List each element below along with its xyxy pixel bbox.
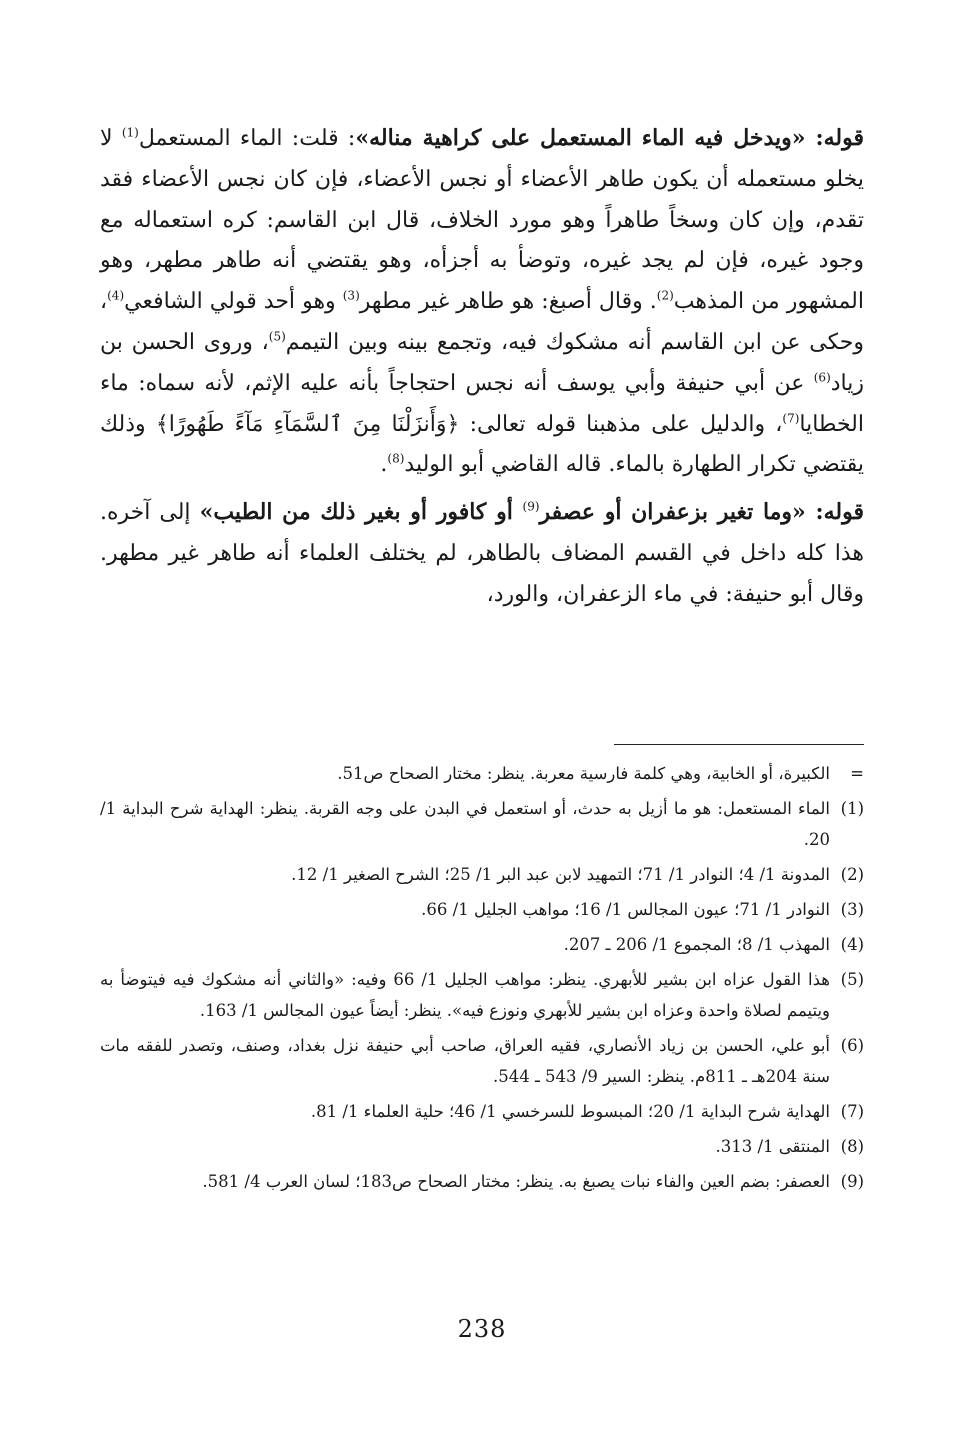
text-run: . وقال أصبغ: هو طاهر غير مطهر	[359, 289, 657, 315]
footnote-8	[100, 1131, 864, 1162]
footnote-number: (6)	[840, 1036, 864, 1055]
footnote-5	[100, 964, 864, 1026]
text-run: .	[380, 452, 388, 478]
footnote-separator	[614, 744, 864, 745]
footnote-7	[100, 1096, 864, 1127]
footnote-text: العصفر: بضم العين والفاء نبات يصبغ به. ينظر: مختار الصحاح ص183؛ لسان العرب 4/ 581.	[202, 1172, 830, 1191]
main-text	[100, 118, 864, 616]
footnote-ref-7: (7)	[782, 411, 800, 426]
text-run: وذلك يقتضي تكرار الطهارة بالماء. قاله القاضي أبو الوليد	[100, 411, 864, 478]
footnote-3	[100, 894, 864, 925]
footnote-number: (1)	[840, 799, 864, 818]
footnote-text: الكبيرة، أو الخابية، وهي كلمة فارسية معربة. ينظر: مختار الصحاح ص51.	[337, 764, 830, 783]
quoted-matn-1: قوله: «ويدخل فيه الماء المستعمل على كراهية مناله»	[355, 125, 864, 151]
book-page	[100, 118, 864, 1348]
footnote-number: (2)	[840, 865, 864, 884]
quoted-matn-2a: قوله: «وما تغير بزعفران أو عصفر	[539, 499, 864, 526]
footnote-text: النوادر 1/ 71؛ عيون المجالس 1/ 16؛ مواهب الجليل 1/ 66.	[421, 900, 830, 919]
quran-verse: ﴿وَأَنزَلْنَا مِنَ ٱلسَّمَآءِ مَآءً طَهُورًا﴾	[155, 411, 460, 437]
paragraph-1	[100, 118, 864, 486]
footnote-ref-1: (1)	[121, 125, 139, 140]
footnotes	[100, 758, 864, 1201]
quoted-matn-2b: أو كافور أو بغير ذلك من الطيب»	[199, 499, 523, 526]
text-run: ، وحكى عن ابن القاسم أنه مشكوك فيه، وتجمع بينه وبين التيمم	[100, 289, 864, 355]
footnote-number: (8)	[840, 1137, 864, 1156]
footnote-ref-9: (9)	[522, 499, 540, 514]
footnote-ref-3: (3)	[342, 288, 360, 303]
text-run: : قلت: الماء المستعمل	[138, 126, 356, 151]
footnote-number: (5)	[840, 970, 864, 989]
text-run: ، والدليل على مذهبنا قوله تعالى:	[459, 411, 783, 437]
footnote-text: المدونة 1/ 4؛ النوادر 1/ 71؛ التمهيد لابن عبد البر 1/ 25؛ الشرح الصغير 1/ 12.	[291, 865, 830, 884]
footnote-ref-4: (4)	[107, 288, 125, 303]
footnote-number: =	[850, 764, 864, 783]
footnote-9	[100, 1166, 864, 1197]
footnote-number: (9)	[840, 1172, 864, 1191]
footnote-1	[100, 793, 864, 855]
footnote-text: الماء المستعمل: هو ما أزيل به حدث، أو استعمل في البدن على وجه القربة. ينظر: الهداية شرح البداية 1/ 20.	[100, 799, 830, 849]
footnote-number: (7)	[840, 1102, 864, 1121]
footnote-number: (4)	[840, 935, 864, 954]
text-run: لا يخلو مستعمله أن يكون طاهر الأعضاء أو نجس الأعضاء، فإن كان نجس الأعضاء فقد تقدم، وإن كان وسخاً طاهراً وهو مورد الخلاف، قال ابن القاسم: كره استعماله مع وجود غيره، فإن لم يجد غيره، وتوضأ به أجزأه، وهو يقتضي أنه طاهر مطهر، وهو المشهور من المذهب	[100, 126, 865, 315]
footnote-text: الهداية شرح البداية 1/ 20؛ المبسوط للسرخسي 1/ 46؛ حلية العلماء 1/ 81.	[310, 1102, 830, 1121]
footnote-ref-2: (2)	[656, 288, 674, 303]
paragraph-2	[100, 492, 864, 615]
footnote-text: هذا القول عزاه ابن بشير للأبهري. ينظر: مواهب الجليل 1/ 66 وفيه: «والثاني أنه مشكوك فيه فيتوضأ به ويتيمم لصلاة واحدة وعزاه ابن بشير للأبهري ونوزع فيه». ينظر: أيضاً عيون المجالس 1/ 163.	[100, 970, 830, 1020]
text-run: وهو أحد قولي الشافعي	[124, 289, 343, 315]
footnote-2	[100, 859, 864, 890]
footnote-number: (3)	[840, 900, 864, 919]
footnote-text: المنتقى 1/ 313.	[715, 1137, 830, 1156]
footnote-ref-5: (5)	[268, 329, 286, 344]
footnote-continuation	[100, 758, 864, 789]
footnote-6	[100, 1030, 864, 1092]
text-run: إلى آخره. هذا كله داخل في القسم المضاف بالطاهر، لم يختلف العلماء أنه طاهر غير مطهر. وقال أبو حنيفة: في ماء الزعفران، والورد،	[100, 500, 864, 607]
footnote-ref-6: (6)	[813, 370, 831, 385]
footnote-text: المهذب 1/ 8؛ المجموع 1/ 206 ـ 207.	[563, 935, 830, 954]
footnote-4	[100, 929, 864, 960]
footnote-text: أبو علي، الحسن بن زياد الأنصاري، فقيه العراق، صاحب أبي حنيفة نزل بغداد، وصنف، وتصدر للفقه مات سنة 204هـ ـ 811م. ينظر: السير 9/ 543 ـ 544.	[100, 1036, 830, 1086]
text-run: عن أبي حنيفة وأبي يوسف أنه نجس احتجاجاً بأنه عليه الإثم، لأنه سماه: ماء الخطايا	[100, 370, 864, 437]
text-run: ، وروى الحسن بن زياد	[100, 329, 864, 396]
footnote-ref-8: (8)	[387, 452, 405, 467]
page-number: 238	[457, 1315, 507, 1343]
